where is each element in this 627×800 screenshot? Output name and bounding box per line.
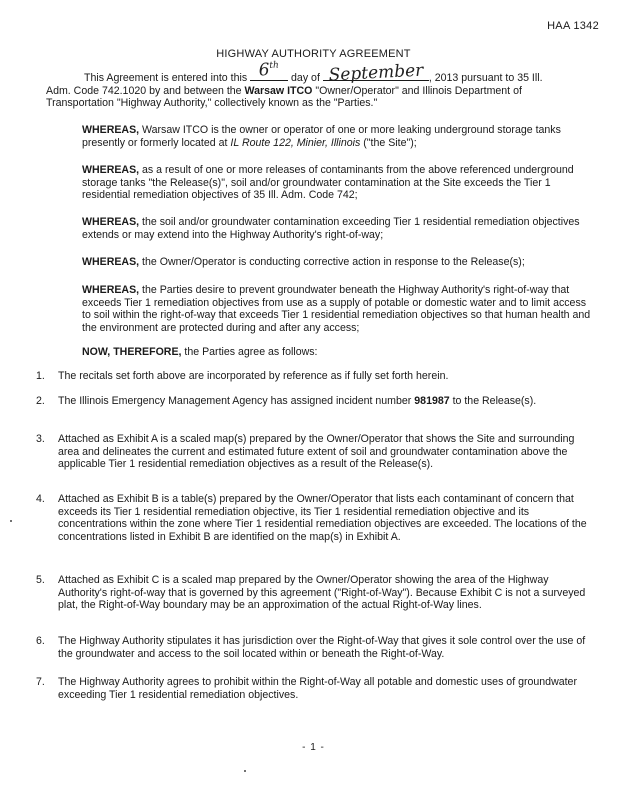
document-id: HAA 1342 (547, 20, 599, 32)
page-number: - 1 - (302, 742, 325, 753)
whereas-text: the Owner/Operator is conducting corrective action in response to the Release(s); (139, 256, 525, 268)
list-item-number: 6. (36, 635, 45, 647)
list-item-text: Attached as Exhibit C is a scaled map prepared by the Owner/Operator showing the area of the Highway Authority's right-of-way that is governed by this agreement ("Right-of-Way"). Because Exhibit C is not a surveyed plat, the Right-of-Way boundary may be an approximation of the actual Right-of-Way lines. (58, 574, 586, 612)
scan-speck (244, 770, 246, 772)
scan-speck (10, 520, 12, 522)
list-item-number: 4. (36, 493, 45, 505)
list-item (36, 395, 591, 408)
handwritten-day (250, 61, 289, 83)
list-item-text-part: to the Release(s). (449, 395, 537, 407)
whereas-text: the soil and/or groundwater contamination exceeding Tier 1 residential remediation objectives extends or may extend into the Highway Authority's right-of-way; (82, 216, 580, 241)
month-blank (323, 60, 429, 86)
page-title: HIGHWAY AUTHORITY AGREEMENT (216, 48, 411, 60)
intro-text: Adm. Code 742.1020 by and between the (46, 84, 242, 97)
whereas-keyword: WHEREAS, (82, 216, 140, 228)
list-item (36, 676, 591, 701)
list-item (36, 433, 591, 471)
whereas-keyword: WHEREAS, (82, 124, 140, 136)
handwritten-day-suffix: th (269, 60, 280, 71)
intro-text: "Owner/Operator" and Illinois Department of (315, 84, 522, 97)
now-therefore-text: the Parties agree as follows: (181, 346, 318, 358)
list-item-text (58, 395, 591, 408)
list-item-text: Attached as Exhibit A is a scaled map(s) prepared by the Owner/Operator that shows the Site and surrounding area and delineates the current and estimated future extent of soil and groundwater contamination above the applicable Tier 1 residential remediation objectives as a result of the Release(s). (58, 433, 575, 471)
intro-text: This Agreement is entered into this (84, 72, 248, 84)
list-item-text: The recitals set forth above are incorporated by reference as if fully set forth herein. (58, 370, 449, 382)
list-item-number: 2. (36, 395, 45, 407)
intro-text: , 2013 pursuant to 35 Ill. (428, 72, 543, 84)
incident-number: 981987 (414, 395, 450, 407)
whereas-text: ("the Site"); (360, 136, 417, 149)
day-blank (250, 59, 288, 81)
intro-text: day of (291, 72, 320, 84)
list-item-number: 3. (36, 433, 45, 445)
list-item-number: 7. (36, 676, 45, 688)
list-item-text: The Highway Authority stipulates it has jurisdiction over the Right-of-Way that gives it sole control over the use of the groundwater and access to the soil located within or beneath the Right-of-Way. (58, 635, 586, 660)
whereas-text: as a result of one or more releases of contaminants from the above referenced underground storage tanks "the Release(s)", soil and/or groundwater contamination at the Site exceeds the Tier 1 residential remediation objectives of 35 Ill. Adm. Code 742; (82, 164, 574, 202)
list-item-text-part: The Illinois Emergency Management Agency has assigned incident number (58, 395, 415, 407)
list-item-text: The Highway Authority agrees to prohibit within the Right-of-Way all potable and domestic uses of groundwater exceeding Tier 1 residential remediation objectives. (58, 676, 577, 701)
whereas-paragraph (46, 124, 591, 149)
whereas-keyword: WHEREAS, (82, 256, 140, 268)
whereas-paragraph (46, 284, 591, 334)
site-location: IL Route 122, Minier, Illinois (230, 136, 361, 149)
whereas-text: the Parties desire to prevent groundwater beneath the Highway Authority's right-of-way that exceeds Tier 1 remediation objectives from use as a supply of potable or domestic water and to limit access to soil within the right-of-way that exceeds Tier 1 residential remediation objectives so that human health and the environment are protected during and after any access; (82, 284, 591, 334)
list-item-text: Attached as Exhibit B is a table(s) prepared by the Owner/Operator that lists each contaminant of concern that exceeds its Tier 1 residential remediation objective, its Tier 1 residential remediation objective and its concentrations within the zone where Tier 1 residential remediation objectives are exceeded. The locations of the concentrations listed in Exhibit B are identified on the map(s) in Exhibit A. (58, 493, 587, 543)
handwritten-day-number: 6 (258, 59, 271, 81)
list-item (36, 635, 591, 660)
list-item (36, 574, 591, 612)
handwritten-month: September (328, 60, 424, 86)
whereas-keyword: WHEREAS, (82, 164, 140, 176)
list-item (36, 493, 591, 543)
intro-line-3: Transportation "Highway Authority," collectively known as the "Parties." (46, 97, 378, 110)
whereas-paragraph (46, 164, 591, 202)
intro-line-1 (46, 59, 591, 86)
whereas-text: Warsaw ITCO is the owner or operator of one or more leaking underground storage tanks presently or formerly located at (82, 124, 561, 149)
party-name: Warsaw ITCO (244, 84, 313, 97)
whereas-keyword: WHEREAS, (82, 284, 140, 296)
now-therefore-paragraph (46, 346, 591, 359)
list-item-number: 1. (36, 370, 45, 382)
whereas-paragraph (46, 216, 591, 241)
list-item-number: 5. (36, 574, 45, 586)
whereas-paragraph (46, 256, 591, 269)
intro-paragraph (46, 59, 591, 110)
intro-line-2 (46, 85, 591, 98)
list-item (36, 370, 591, 383)
now-therefore-keyword: NOW, THEREFORE, (82, 346, 182, 358)
